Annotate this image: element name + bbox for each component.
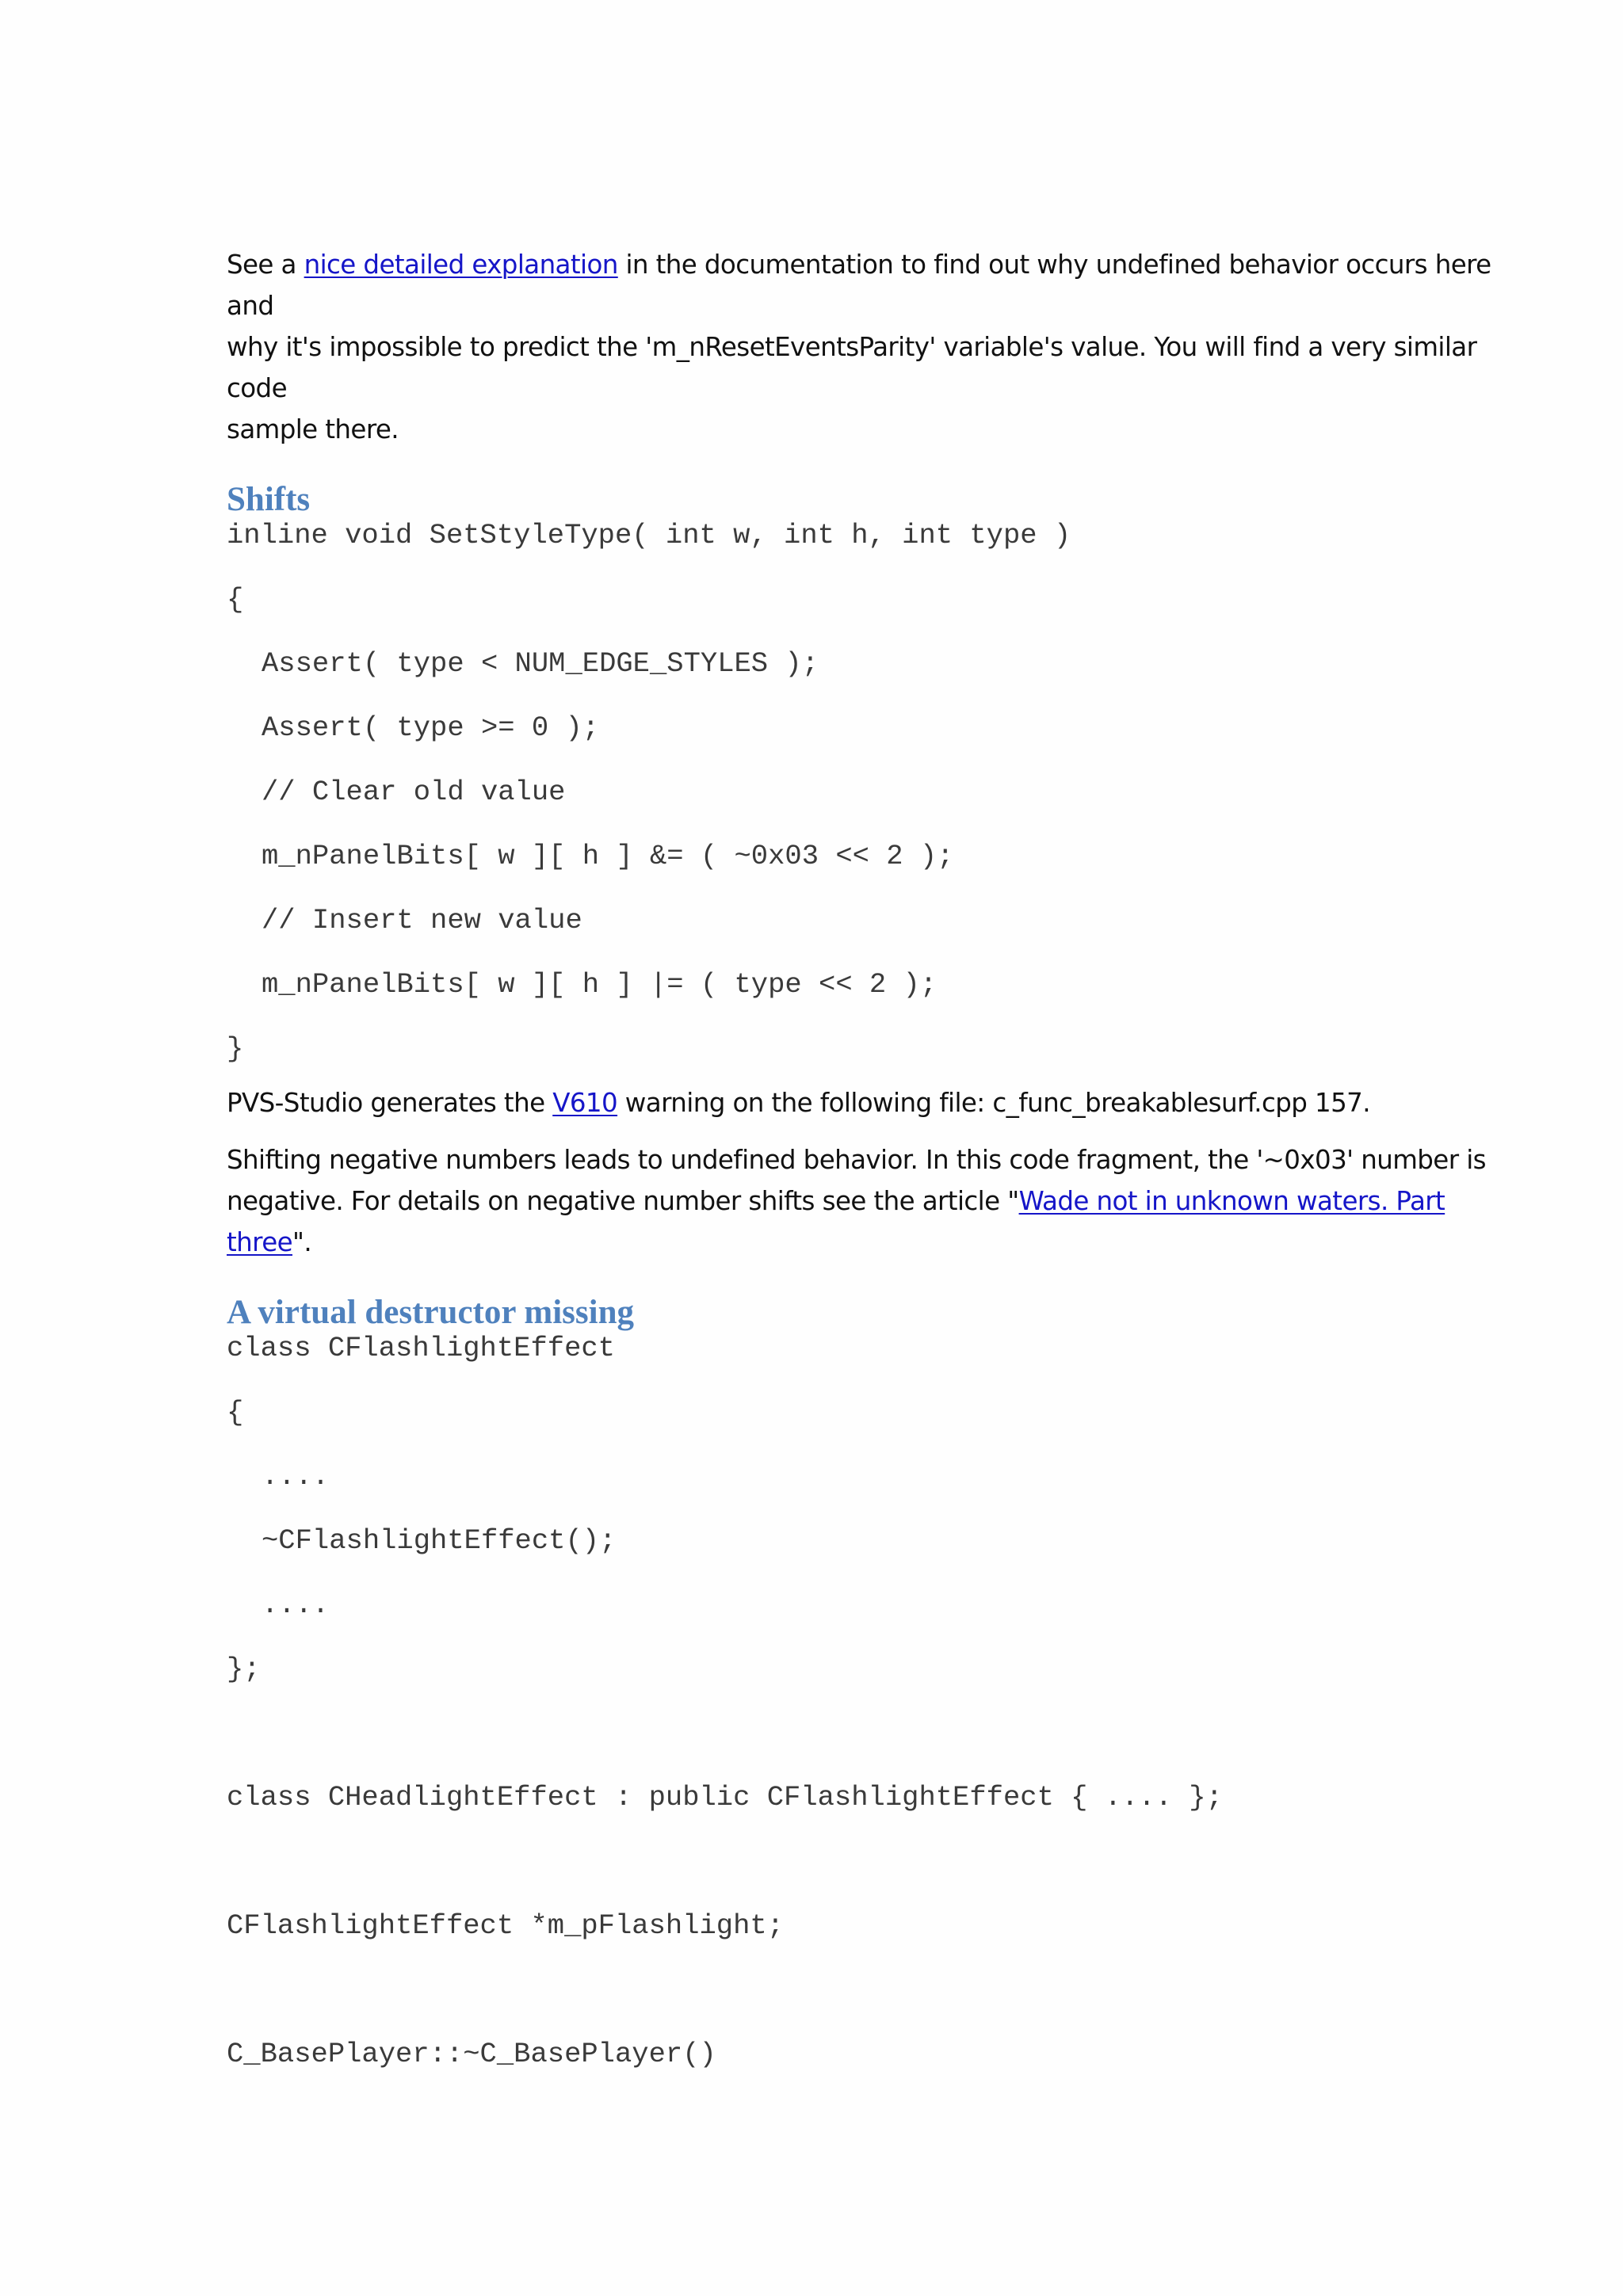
intro-line2: why it's impossible to predict the 'm_nResetEventsParity' variable's value. You will find a very similar code	[227, 332, 1477, 403]
code-line: class CHeadlightEffect : public CFlashlightEffect { .... };	[227, 1781, 1223, 1814]
code-line: C_BasePlayer::~C_BasePlayer()	[227, 2038, 716, 2070]
code-line: class CFlashlightEffect	[227, 1332, 615, 1364]
explanation-line2-suffix: ".	[292, 1227, 312, 1257]
intro-paragraph	[227, 244, 1495, 450]
code-line: };	[227, 1653, 261, 1685]
code-line: // Insert new value	[262, 904, 582, 936]
intro-line3: sample there.	[227, 414, 399, 444]
shifts-code-block	[227, 520, 1495, 1065]
intro-line1-suffix: in the documentation to find out why undefined behavior occurs here and	[227, 250, 1491, 321]
code-line: m_nPanelBits[ w ][ h ] &= ( ~0x03 << 2 );	[262, 840, 954, 872]
code-line: inline void SetStyleType( int w, int h, int type )	[227, 519, 1071, 551]
intro-prefix: See a	[227, 250, 304, 280]
code-line: {	[227, 583, 244, 616]
wade-not-link[interactable]: Wade not in unknown waters. Part three	[227, 1186, 1445, 1257]
warning-suffix: warning on the following file: c_func_breakablesurf.cpp 157.	[617, 1088, 1370, 1118]
warning-prefix: PVS-Studio generates the	[227, 1088, 553, 1118]
destructor-heading: A virtual destructor missing	[227, 1294, 635, 1331]
destructor-code-block	[227, 1333, 1495, 2070]
warning-paragraph	[227, 1082, 1495, 1123]
document-content	[227, 244, 1495, 2070]
nice-explanation-link[interactable]: nice detailed explanation	[304, 250, 618, 280]
code-line: ....	[262, 1589, 330, 1621]
code-line: ....	[262, 1460, 330, 1493]
code-line: Assert( type >= 0 );	[262, 711, 600, 744]
code-line: m_nPanelBits[ w ][ h ] |= ( type << 2 );	[262, 968, 938, 1001]
explanation-line2-prefix: negative. For details on negative number shifts see the article "	[227, 1186, 1019, 1216]
code-line: }	[227, 1032, 244, 1065]
code-line: Assert( type < NUM_EDGE_STYLES );	[262, 647, 819, 680]
code-line: // Clear old value	[262, 776, 566, 808]
explanation-paragraph	[227, 1139, 1495, 1263]
shifts-heading: Shifts	[227, 481, 311, 518]
v610-link[interactable]: V610	[552, 1088, 618, 1118]
code-line: CFlashlightEffect *m_pFlashlight;	[227, 1909, 785, 1942]
explanation-line1: Shifting negative numbers leads to undefined behavior. In this code fragment, the '~0x03' number is	[227, 1145, 1486, 1175]
code-line: ~CFlashlightEffect();	[262, 1524, 617, 1557]
code-line: {	[227, 1396, 244, 1428]
